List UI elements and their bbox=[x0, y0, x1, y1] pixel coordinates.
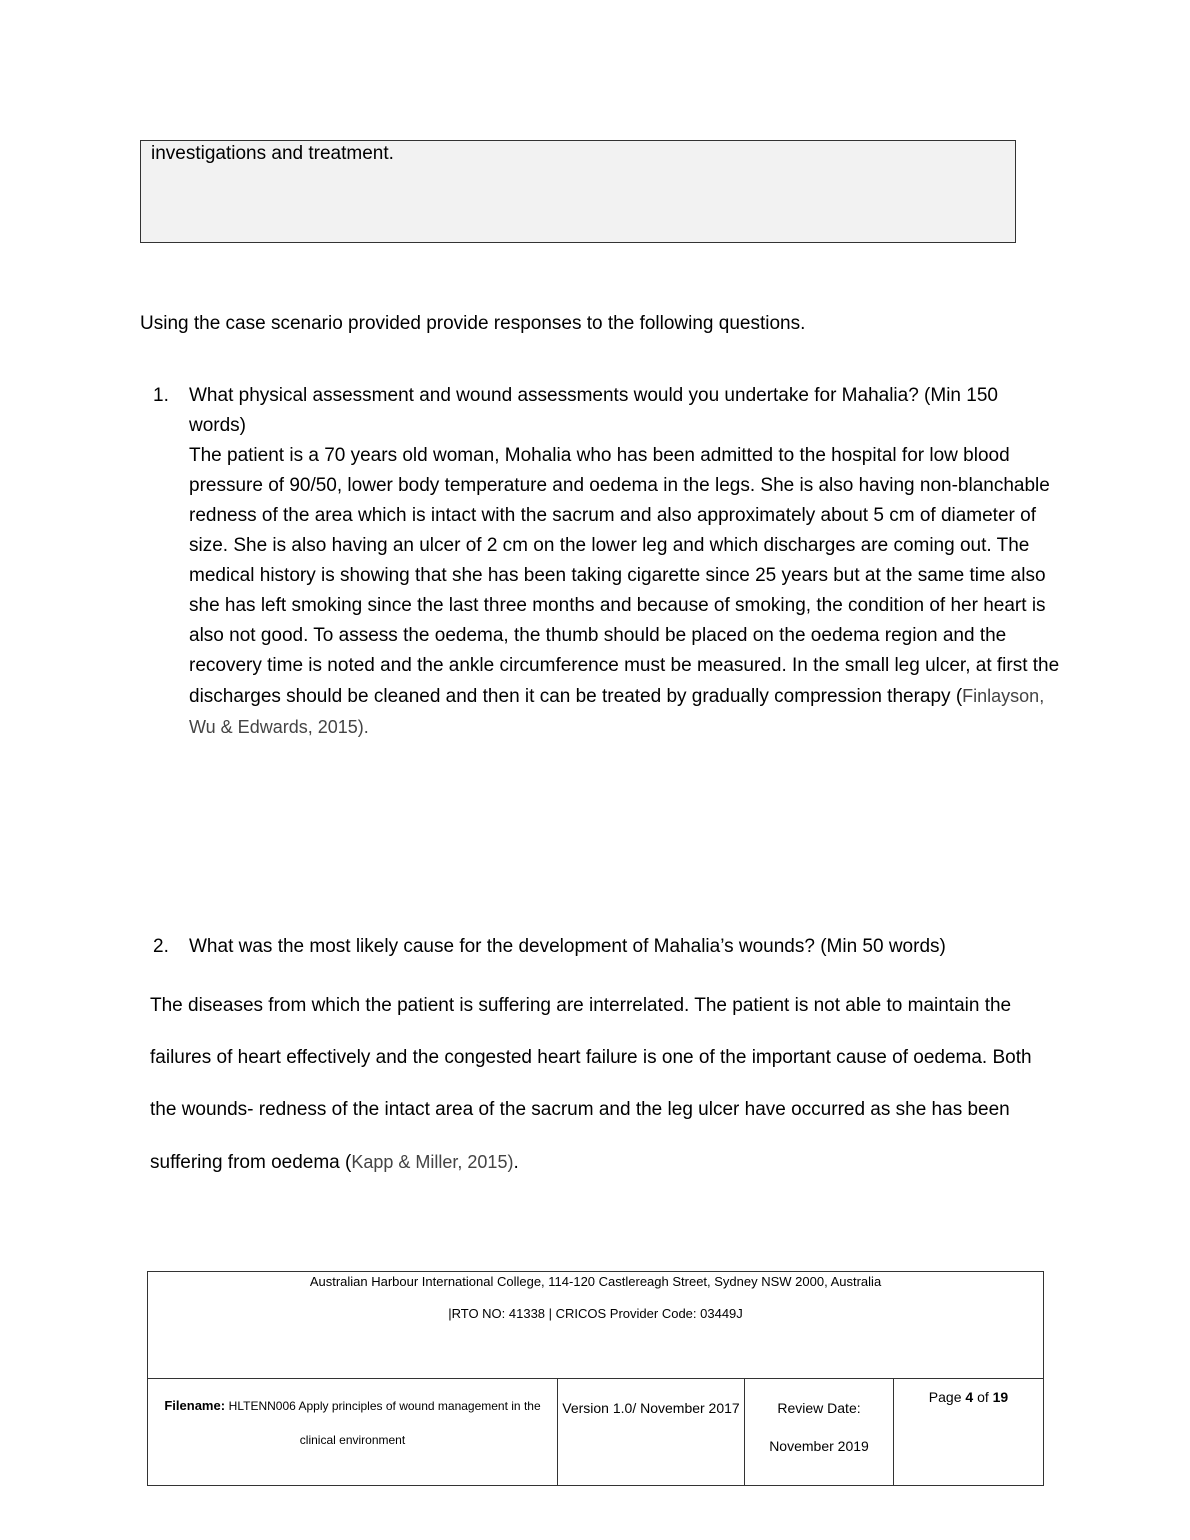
intro-text: Using the case scenario provided provide responses to the following questions. bbox=[140, 313, 806, 334]
question-2 bbox=[140, 932, 946, 962]
question-2-answer bbox=[150, 980, 1050, 1189]
page-number: 4 bbox=[965, 1389, 974, 1405]
question-1-answer bbox=[189, 441, 1060, 743]
question-2-number: 2. bbox=[153, 936, 169, 957]
answer-2-citation: Kapp & Miller, 2015) bbox=[351, 1152, 514, 1172]
answer-1-text: The patient is a 70 years old woman, Mohalia who has been admitted to the hospital for low blood pressure of 90/50, lower body temperature and oedema in the legs. She is also having non-blanchable redness of the area which is intact with the sacrum and also approximately about 5 cm of diameter of size. She is also having an ulcer of 2 cm on the lower leg and which discharges are coming out. The medical history is showing that she has been taking cigarette since 25 years but at the same time also she has left smoking since the last three months and because of smoking, the condition of her heart is also not good. To assess the oedema, the thumb should be placed on the oedema region and the recovery time is noted and the ankle circumference must be measured. In the small leg ulcer, at first the discharges should be cleaned and then it can be treated by gradually compression therapy ( bbox=[189, 445, 1060, 707]
question-2-text: What was the most likely cause for the development of Mahalia’s wounds? (Min 50 words) bbox=[189, 936, 946, 957]
page-of: of bbox=[977, 1389, 989, 1405]
footer-review-cell bbox=[745, 1379, 894, 1486]
answer-1-citation: Finlayson, Wu & Edwards, 2015). bbox=[189, 686, 1045, 737]
footer-codes: |RTO NO: 41338 | CRICOS Provider Code: 03449J bbox=[448, 1306, 743, 1321]
page-label: Page bbox=[928, 1389, 962, 1405]
filename-value: HLTENN006 Apply principles of wound management in the clinical environment bbox=[228, 1399, 541, 1447]
review-label: Review Date: bbox=[777, 1400, 861, 1416]
question-1-number: 1. bbox=[153, 385, 169, 406]
footer-table bbox=[147, 1271, 1044, 1486]
footer-header bbox=[148, 1272, 1043, 1379]
answer-2-text: The diseases from which the patient is suffering are interrelated. The patient is not able to maintain the failures of heart effectively and the congested heart failure is one of the important cause of oedema. Both the wounds- redness of the intact area of the sacrum and the leg ulcer have occurred as she has been suffering from oedema ( bbox=[150, 995, 1032, 1173]
question-1-text: What physical assessment and wound assessments would you undertake for Mahalia? (Min 150 words) bbox=[189, 385, 998, 436]
footer-filename-cell bbox=[148, 1379, 558, 1486]
question-1 bbox=[140, 381, 1060, 743]
footer-address: Australian Harbour International College, 114-120 Castlereagh Street, Sydney NSW 2000, Australia bbox=[309, 1274, 882, 1289]
footer-row bbox=[148, 1379, 1043, 1486]
footer-page-cell bbox=[894, 1379, 1043, 1486]
footer-version: Version 1.0/ November 2017 bbox=[558, 1379, 745, 1486]
box-text: investigations and treatment. bbox=[151, 143, 394, 164]
review-date: November 2019 bbox=[769, 1438, 869, 1454]
answer-box bbox=[140, 140, 1016, 243]
answer-2-end: . bbox=[513, 1152, 519, 1173]
page-total: 19 bbox=[992, 1389, 1009, 1405]
filename-label: Filename: bbox=[164, 1398, 226, 1413]
